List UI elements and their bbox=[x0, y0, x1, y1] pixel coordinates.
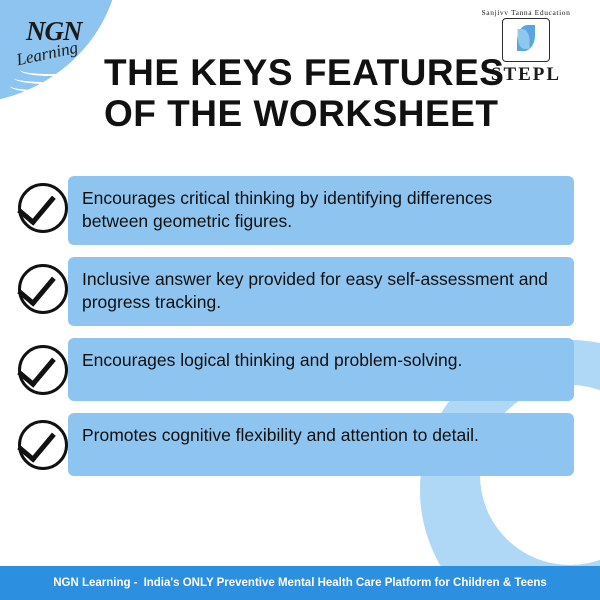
footer-brand: NGN Learning - bbox=[53, 577, 138, 589]
list-item bbox=[14, 257, 574, 326]
page-title-line-1: THE KEYS FEATURES bbox=[104, 52, 505, 93]
list-item bbox=[14, 338, 574, 401]
stepl-arc-text: Sanjivv Tanna Education bbox=[481, 8, 571, 17]
list-item bbox=[14, 413, 574, 476]
feature-text: Encourages critical thinking by identifying differences between geometric figures. bbox=[68, 176, 574, 245]
feature-text: Encourages logical thinking and problem-solving. bbox=[68, 338, 574, 401]
ngn-learning-logo bbox=[8, 6, 118, 94]
page-title bbox=[104, 52, 524, 135]
feature-list bbox=[14, 176, 574, 488]
feature-text: Inclusive answer key provided for easy self-assessment and progress tracking. bbox=[68, 257, 574, 326]
footer-tagline: India's ONLY Preventive Mental Health Care Platform for Children & Teens bbox=[143, 577, 547, 589]
stepl-logo-name: STEPL bbox=[490, 64, 562, 85]
check-circle-icon bbox=[14, 342, 68, 396]
check-circle-icon bbox=[14, 261, 68, 315]
feature-text: Promotes cognitive flexibility and attention to detail. bbox=[68, 413, 574, 476]
ngn-logo-subtext: Learning bbox=[14, 37, 80, 70]
page-title-line-2: OF THE WORKSHEET bbox=[104, 93, 499, 135]
list-item bbox=[14, 176, 574, 245]
ngn-logo-mark: NGN bbox=[26, 16, 82, 46]
footer-bar bbox=[0, 566, 600, 600]
check-circle-icon bbox=[14, 417, 68, 471]
wave-icon bbox=[10, 80, 66, 92]
check-circle-icon bbox=[14, 180, 68, 234]
